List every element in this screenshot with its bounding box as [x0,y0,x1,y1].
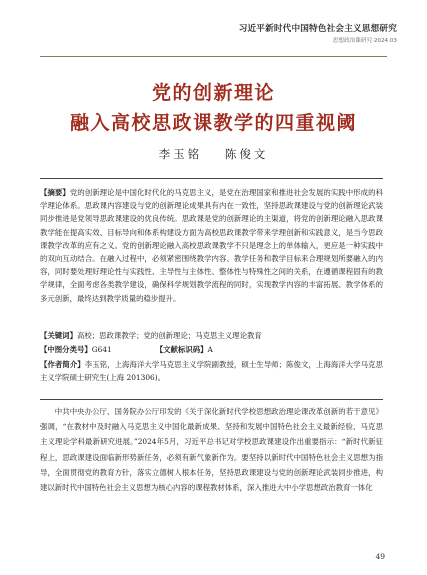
author-info-text: 李玉铭，上海海洋大学马克思主义学院副教授，硕士生导师；陈俊文，上海海洋大学马克思主义学院硕士研究生(上海 201306)。 [40,360,383,382]
abstract-box [40,178,383,400]
journal-title: 习近平新时代中国特色社会主义思想研究 [238,24,397,34]
author-name: 陈俊文 [224,147,269,161]
doc-code-label: 【文献标识码】 [155,345,208,354]
classification-row [40,343,383,356]
author-info-row [40,358,383,384]
article-title-line2: 融入高校思政课教学的四重视阈 [69,112,357,134]
body-paragraph: 中共中央办公厅、国务院办公厅印发的《关于深化新时代学校思想政治理论课改革创新的若干意见》强调，“在教材中及时融入马克思主义中国化最新成果、坚持和发展中国特色社会主义最新经验、马克思主义理论学科最新研究进展。”2024年5月，习近平总书记对学校思政课建设作出重要指示：“新时代新征程上，思政课建设面临新形势新任务，必须有新气象新作为。要坚持以新时代中国特色社会主义思想为指导，全面贯彻党的教育方针，落实立德树人根本任务，坚持思政课建设与党的创新理论武装同步推进，构建以新时代中国特色社会主义思想为核心内容的课程教材体系，深入推进大中小学思想政治教育一体化 [40,407,383,493]
doc-code-value: A [207,345,213,354]
journal-header [239,22,397,44]
article-title-line1: 党的创新理论 [151,82,275,104]
journal-subtitle: 思想政治课研究·2024.03 [332,38,397,44]
page-number: 49 [375,552,385,561]
author-name: 李玉铭 [158,147,203,161]
abstract-text: 党的创新理论是中国化时代化的马克思主义，是党在治理国家和推进社会发展的实践中形成的科学理论体系。思政课内容建设与党的创新理论成果具有内在一致性，坚持思政课建设与党的创新理论武装同步推进是党领导思政课建设的优良传统。思政课是党的创新理论的主渠道，将党的创新理论融入思政课教学能在提高实效、目标导向和体系构建设方面为高校思政课教学带来学理创新和实践意义，是当今思政课教学改革的应有之义。党的创新理论融入高校思政课教学不只是理念上的单体输入，更应是一种实践中的双向互动结合。在融入过程中，必须紧密围绕教学内容、教学任务和教学目标来合理规划所要融入的内容，同时要处理好理论性与实践性、主导性与主体性、整体性与特殊性之间的关系，在遵循课程固有的教学规律，全面考虑各类教学建设，确保科学规划教学流程的同时，实现教学内容的丰富拓展、教学体系的多元创新，最终达到教学质量的稳步提升。 [40,188,383,303]
keywords-label: 【关键词】 [40,331,77,340]
author-list [0,146,427,162]
classification-label: 【中图分类号】 [40,345,92,354]
abstract-label: 【摘要】 [40,188,70,197]
header-divider [40,56,387,57]
author-info-label: 【作者简介】 [40,360,85,369]
keywords-text: 高校；思政课教学；党的创新理论；马克思主义理论教育 [76,331,262,340]
abstract [40,186,383,305]
keywords-row [40,329,383,342]
classification-value: G641 [91,345,112,354]
